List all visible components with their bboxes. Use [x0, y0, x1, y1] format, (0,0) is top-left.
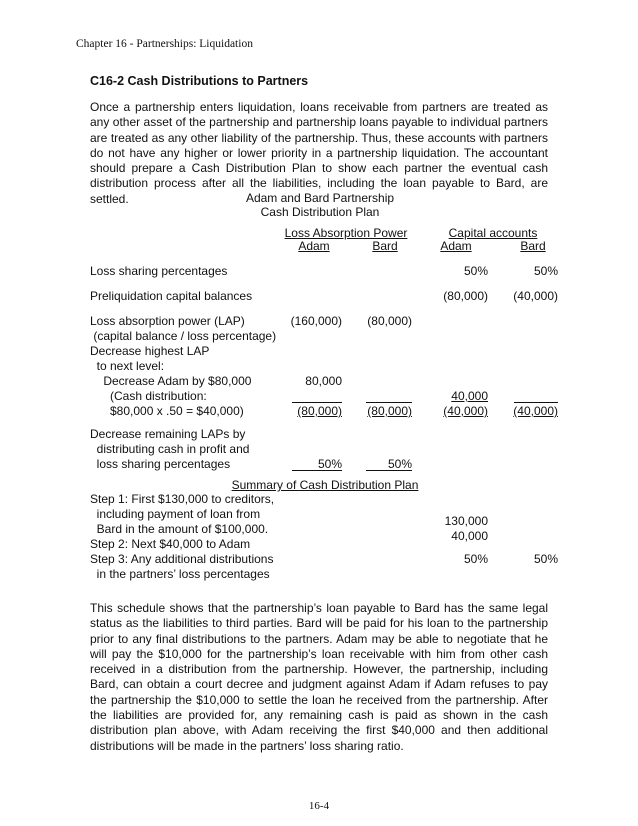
capital-bard-header: Bard: [520, 239, 546, 253]
cash-distribution-calc: $80,000 x .50 = $40,000): [90, 404, 244, 418]
summary-step3-adam: 50%: [463, 552, 488, 566]
after-capital-bard: (40,000): [513, 404, 558, 418]
preliquidation-capital-adam: (80,000): [443, 289, 488, 303]
schedule-subtitle: Cash Distribution Plan: [260, 205, 380, 219]
summary-step1-detail: including payment of loan from: [90, 507, 261, 521]
summary-step3: Step 3: Any additional distributions: [90, 552, 274, 566]
rule-capital-bard: [514, 402, 558, 403]
summary-step1-amount: 130,000: [444, 514, 488, 528]
summary-step1-end: Bard in the amount of $100,000.: [90, 522, 269, 536]
loss-sharing-capital-adam: 50%: [463, 264, 488, 278]
remaining-label-end: loss sharing percentages: [90, 457, 231, 471]
decrease-label: Decrease highest LAP: [90, 344, 210, 358]
schedule-title: Adam and Bard Partnership: [245, 191, 395, 205]
lap-label-detail: (capital balance / loss percentage): [90, 329, 277, 343]
after-capital-adam: (40,000): [443, 404, 488, 418]
loss-sharing-label: Loss sharing percentages: [90, 264, 228, 278]
intro-paragraph-text: Once a partnership enters liquidation, loans receivable from partners are treated as any other asset of the partnership and partnership loans payable to individual partners are treated as any other liability of the partnership. Thus, these accounts with partners do not have any higher or lower priority in a partnership liquidation. The accountant should prepare a Cash Distribution Plan to show each partner the eventual cash distribution process after all the liabilities, including the loan payable to Bard, are settled.: [90, 100, 548, 206]
decrease-label-next: to next level:: [90, 359, 165, 373]
cash-distribution-label: (Cash distribution:: [90, 389, 207, 403]
remaining-bard: 50%: [387, 457, 412, 471]
preliquidation-label: Preliquidation capital balances: [90, 289, 253, 303]
remaining-label: Decrease remaining LAPs by: [90, 427, 246, 441]
remaining-adam: 50%: [317, 457, 342, 471]
loss-absorption-header: Loss Absorption Power: [284, 226, 408, 240]
decrease-capital-adam: 40,000: [451, 389, 488, 403]
preliquidation-capital-bard: (40,000): [513, 289, 558, 303]
lap-adam-header: Adam: [298, 239, 330, 253]
summary-step3-bard: 50%: [533, 552, 558, 566]
rule-lap-adam: [292, 402, 342, 403]
after-lap-adam: (80,000): [297, 404, 342, 418]
lap-label: Loss absorption power (LAP): [90, 314, 245, 328]
summary-step2-amount: 40,000: [451, 529, 488, 543]
page-number: 16-4: [308, 800, 330, 812]
decrease-lap-adam: 80,000: [305, 374, 342, 388]
summary-step2: Step 2: Next $40,000 to Adam: [90, 537, 251, 551]
lap-bard: (80,000): [367, 314, 412, 328]
closing-paragraph: [90, 601, 548, 754]
decrease-adam-label: Decrease Adam by $80,000: [90, 374, 252, 388]
remaining-label-detail: distributing cash in profit and: [90, 442, 250, 456]
section-title: C16-2 Cash Distributions to Partners: [90, 74, 309, 88]
running-header: Chapter 16 - Partnerships: Liquidation: [76, 38, 253, 50]
rule-lap-bard: [366, 402, 412, 403]
capital-adam-header: Adam: [440, 239, 472, 253]
summary-title: Summary of Cash Distribution Plan: [231, 478, 419, 492]
loss-sharing-capital-bard: 50%: [533, 264, 558, 278]
after-lap-bard: (80,000): [367, 404, 412, 418]
summary-step3-detail: in the partners’ loss percentages: [90, 567, 270, 581]
capital-accounts-header: Capital accounts: [448, 226, 538, 240]
summary-step1: Step 1: First $130,000 to creditors,: [90, 492, 275, 506]
closing-paragraph-text: This schedule shows that the partnership’s loan payable to Bard has the same legal status as the liabilities to third parties. Bard will be paid for his loan to the partnership prior to any final distributions to the partners. Adam may be able to negotiate that he will pay the $10,000 for the partnership’s loan receivable with him from other cash received in a distribution from the partnership. However, the partnership, including Bard, can obtain a court decree and judgment against Adam if Adam refuses to pay the partnership the $10,000 to settle the loan he received from the partnership. After the liabilities are provided for, any remaining cash is paid as shown in the cash distribution plan above, with Adam receiving the first $40,000 and then additional distributions will be made in the partners’ loss sharing ratio.: [90, 601, 548, 753]
lap-bard-header: Bard: [372, 239, 398, 253]
lap-adam: (160,000): [290, 314, 342, 328]
